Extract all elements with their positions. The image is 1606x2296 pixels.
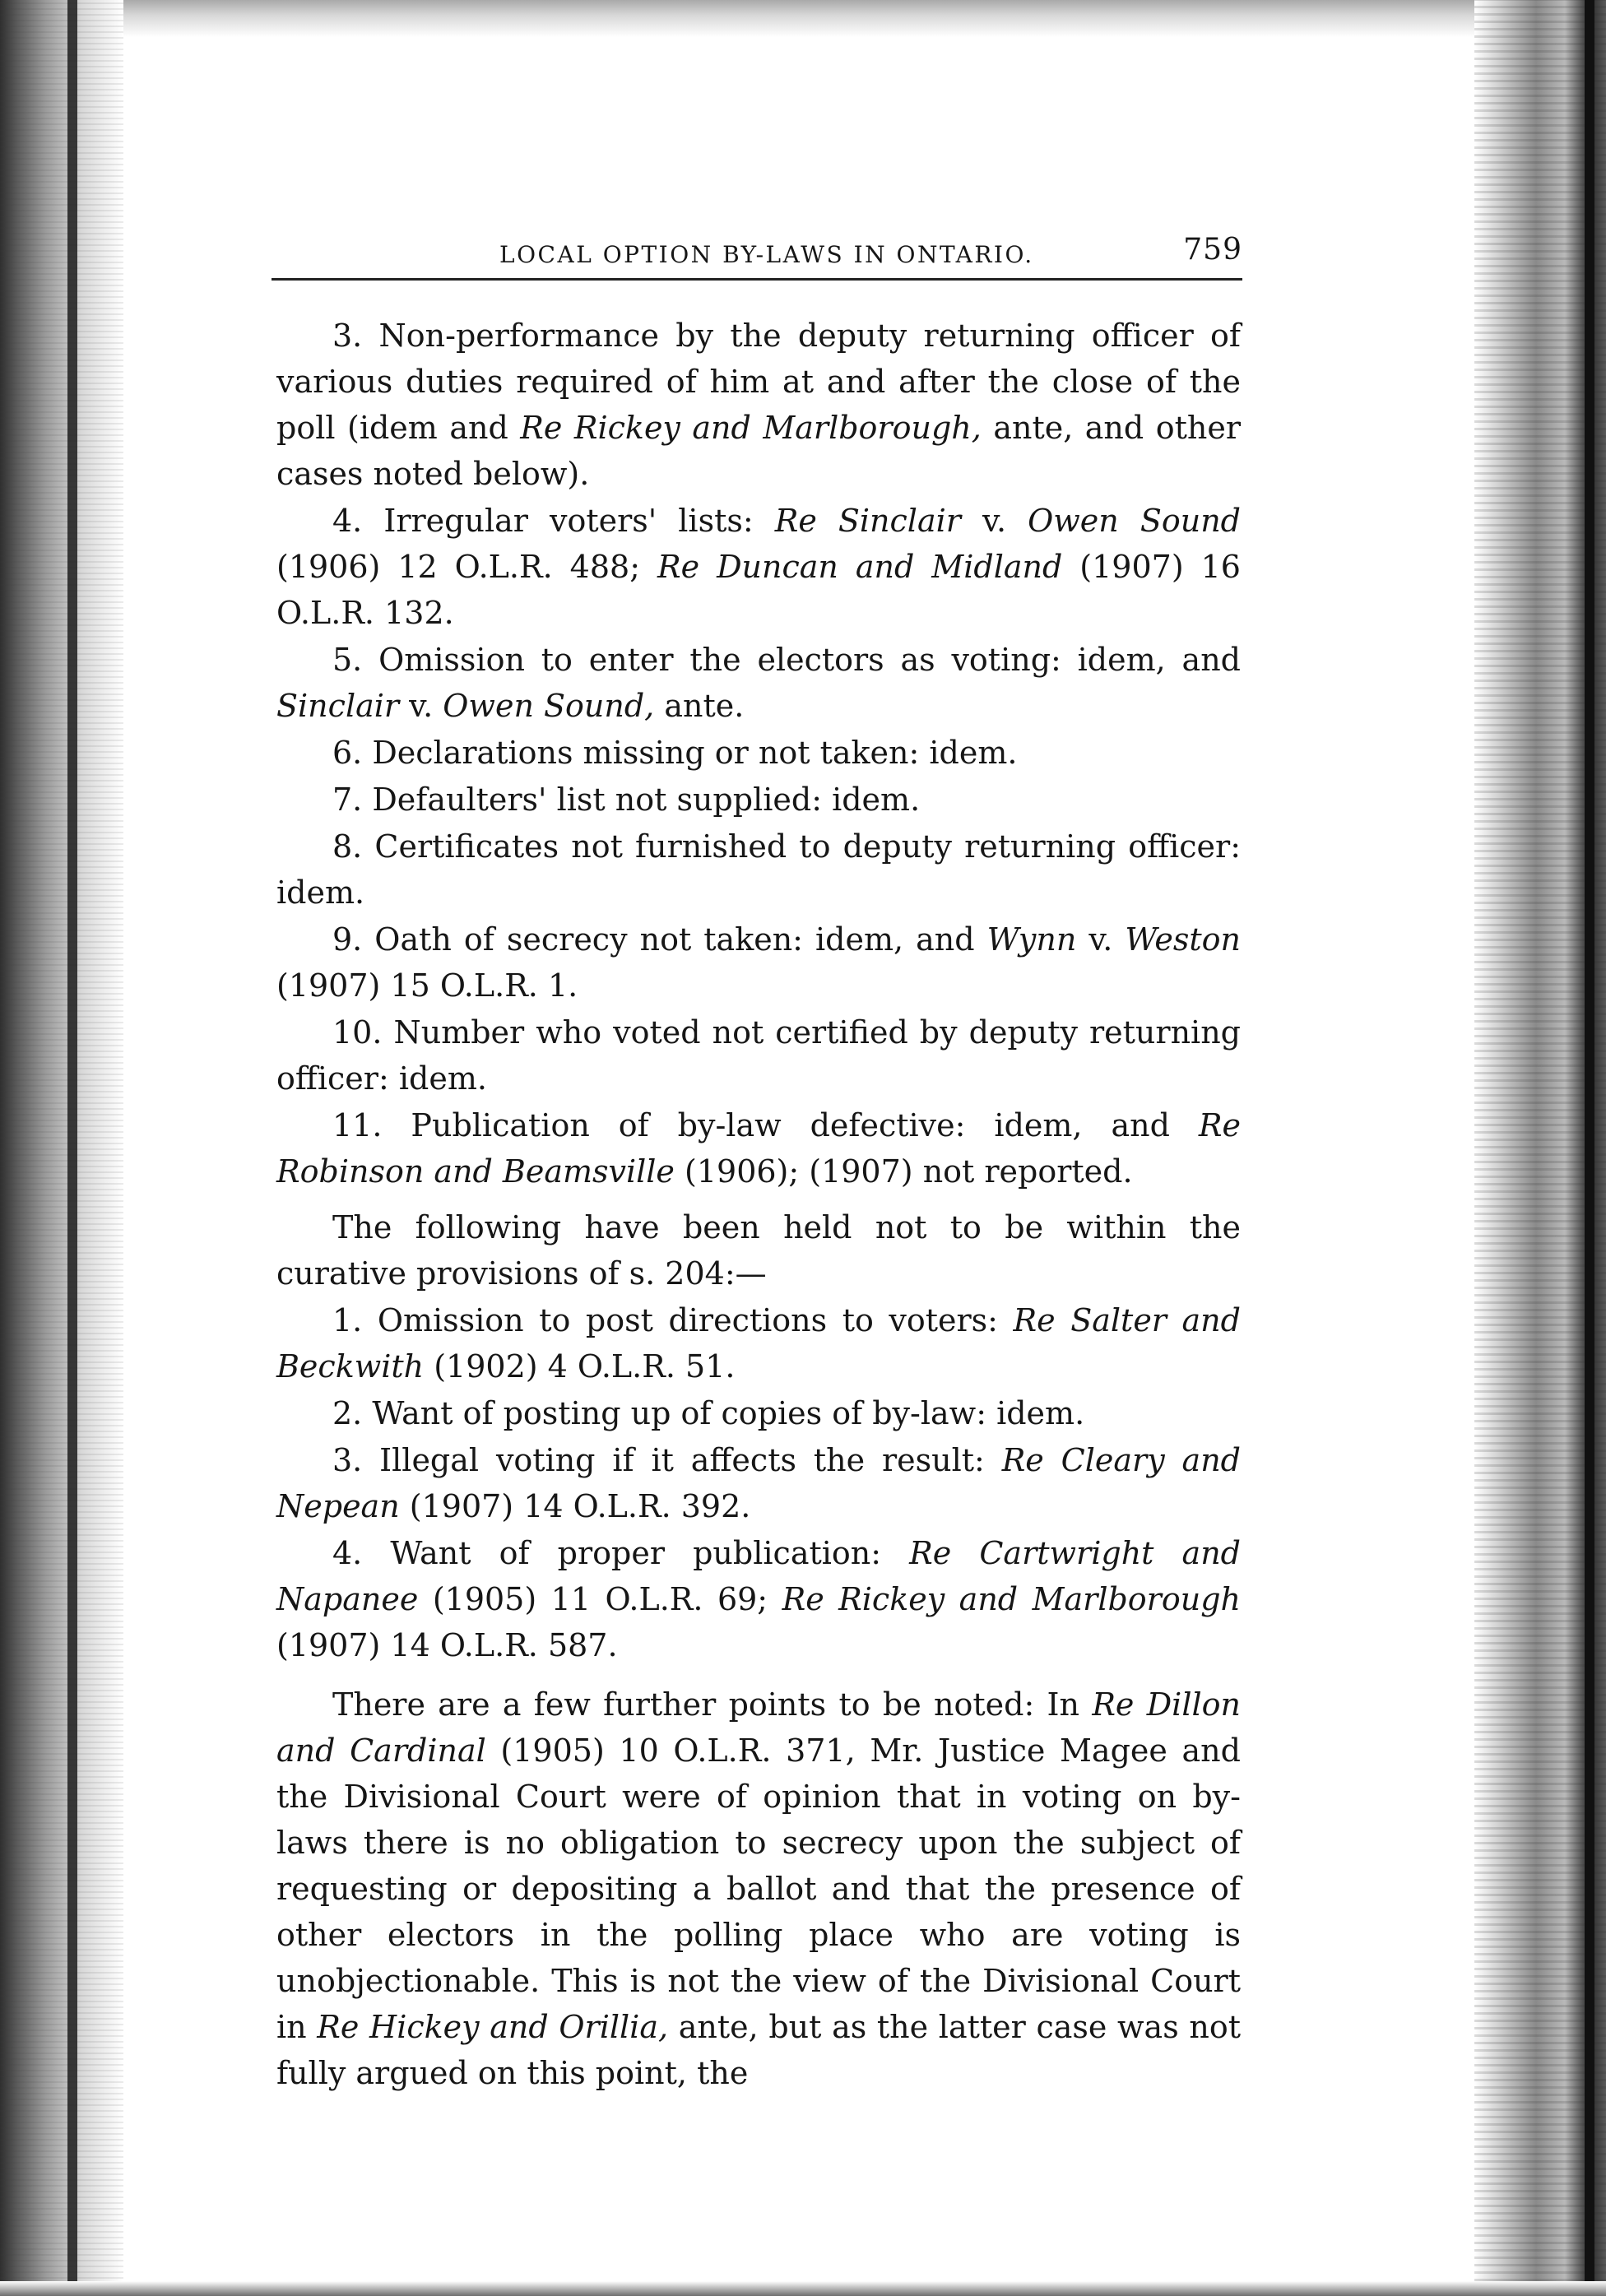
list-item: 9. Oath of secrecy not taken: idem, and Wynn v. Weston (1907) 15 O.L.R. 1. — [276, 921, 1241, 1004]
scan-edge-bottom — [0, 2281, 1606, 2296]
scan-edge-right-line — [1585, 0, 1594, 2296]
scan-binding-shadow — [67, 0, 77, 2296]
list-item: 11. Publication of by-law defective: idem, and Re Robinson and Beamsville (1906); (1907) not reported. — [276, 1107, 1241, 1190]
running-header-title: LOCAL OPTION BY-LAWS IN ONTARIO. — [499, 241, 1034, 268]
list-item: 7. Defaulters' list not supplied: idem. — [332, 782, 921, 818]
case-name: Re Salter and Beckwith — [276, 1302, 1241, 1385]
case-name: Re Cleary and Nepean — [276, 1442, 1241, 1524]
case-name: Sinclair — [276, 688, 400, 724]
case-name: Weston — [1125, 921, 1241, 958]
list-item: 8. Certificates not furnished to deputy returning officer: idem. — [276, 828, 1241, 911]
list-item: 2. Want of posting up of copies of by-law: idem. — [332, 1395, 1085, 1431]
scan-edge-top — [0, 0, 1606, 37]
case-name: Re Dillon and Cardinal — [276, 1686, 1241, 1769]
list-item: 5. Omission to enter the electors as voting: idem, and Sinclair v. Owen Sound, ante. — [276, 642, 1241, 724]
case-name: Re Hickey and Orillia, — [317, 2009, 669, 2045]
header-rule — [272, 278, 1242, 281]
closing-paragraph: There are a few further points to be noted: In Re Dillon and Cardinal (1905) 10 O.L.R. 371, Mr. Justice Magee and the Divisional Court were of opinion that in voting on by-laws there is no obligation to secrecy upon the subject of requesting or depositing a ballot and that the presence of other electors in the polling place who are voting is unobjectionable. This is not the view of the Divisional Court in Re Hickey and Orillia, ante, but as the latter case was not fully argued on this point, the — [276, 1686, 1242, 2091]
case-name: Re Rickey and Marlborough, — [520, 410, 982, 446]
case-name: Re Sinclair — [774, 503, 961, 539]
page-number: 759 — [1183, 233, 1242, 267]
case-name: Re Duncan and Midland — [657, 549, 1063, 585]
case-name: Owen Sound — [1028, 503, 1241, 539]
case-name: Wynn — [986, 921, 1077, 958]
list-item: 4. Irregular voters' lists: Re Sinclair v. Owen Sound (1906) 12 O.L.R. 488; Re Duncan and Midland (1907) 16 O.L.R. 132. — [276, 503, 1241, 631]
running-header — [272, 233, 1242, 274]
list-item: 6. Declarations missing or not taken: idem. — [332, 735, 1018, 771]
scan-edge-left — [0, 0, 123, 2296]
list-item: 3. Non-performance by the deputy returning officer of various duties required of him at and after the close of the poll (idem and Re Rickey and Marlborough, ante, and other cases noted below). — [276, 318, 1242, 492]
list-item: 1. Omission to post directions to voters: Re Salter and Beckwith (1902) 4 O.L.R. 51. — [276, 1302, 1241, 1385]
list-item: 10. Number who voted not certified by deputy returning officer: idem. — [276, 1014, 1241, 1097]
case-name: Re Cartwright and Napanee — [276, 1535, 1241, 1617]
case-name: Owen Sound, — [443, 688, 655, 724]
list-item: 4. Want of proper publication: Re Cartwright and Napanee (1905) 11 O.L.R. 69; Re Rickey and Marlborough (1907) 14 O.L.R. 587. — [276, 1535, 1241, 1663]
case-name: Re Robinson and Beamsville — [276, 1107, 1241, 1190]
case-name: Re Rickey and Marlborough — [782, 1581, 1241, 1617]
page-body — [276, 313, 1241, 2097]
list-item: 3. Illegal voting if it affects the result: Re Cleary and Nepean (1907) 14 O.L.R. 392. — [276, 1442, 1241, 1524]
section-intro: The following have been held not to be within the curative provisions of s. 204:— — [276, 1209, 1241, 1292]
